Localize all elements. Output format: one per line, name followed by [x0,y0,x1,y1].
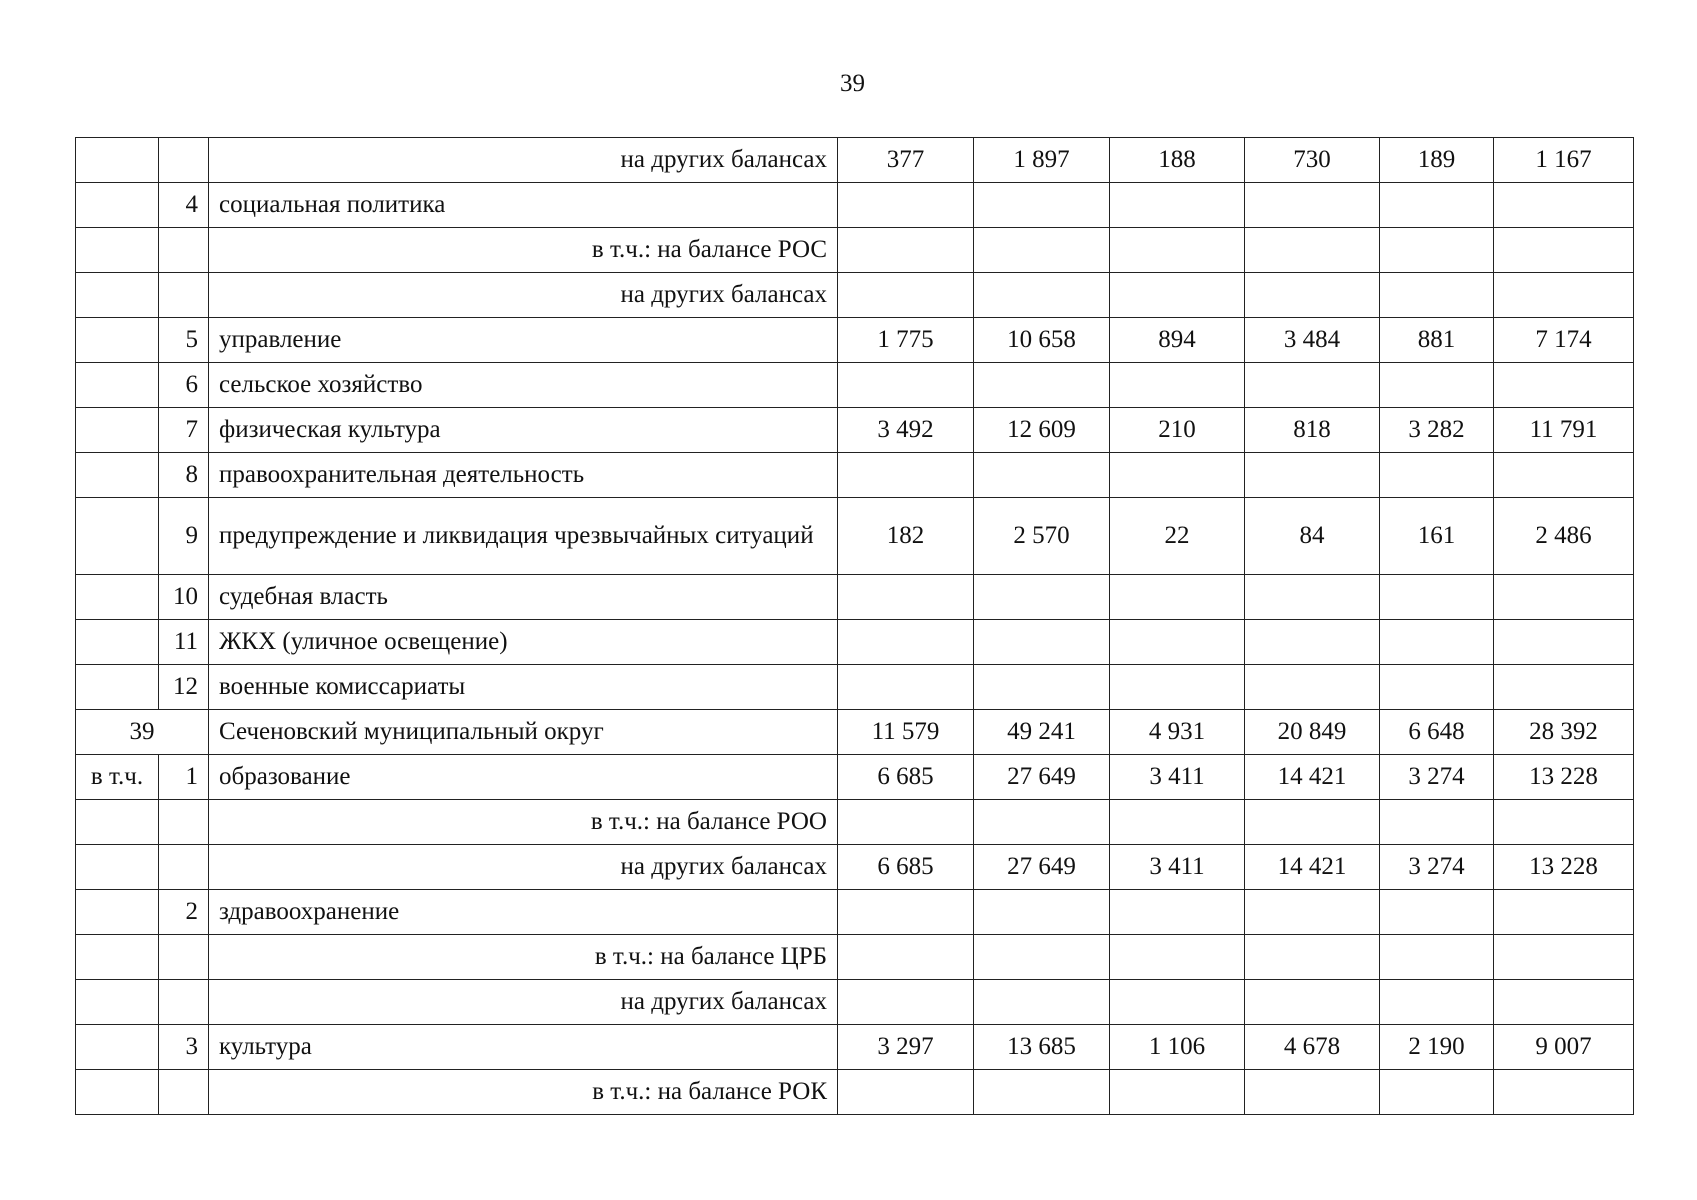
item-number-cell: 4 [159,183,209,228]
value-cell [1494,183,1634,228]
value-cell [1110,228,1245,273]
value-cell: 3 274 [1380,755,1494,800]
value-cell [838,980,974,1025]
table-body [76,138,1634,1115]
value-cell: 13 228 [1494,845,1634,890]
value-cell [974,363,1110,408]
value-cell [1494,665,1634,710]
value-cell [1110,575,1245,620]
value-cell: 3 492 [838,408,974,453]
table-row [76,755,1634,800]
table-row [76,498,1634,575]
label-cell: в т.ч.: на балансе ЦРБ [209,935,838,980]
table-row [76,710,1634,755]
value-cell [1380,273,1494,318]
label-cell: судебная власть [209,575,838,620]
value-cell [974,228,1110,273]
item-number-cell: 12 [159,665,209,710]
group-cell [76,980,159,1025]
value-cell: 20 849 [1245,710,1380,755]
value-cell [974,935,1110,980]
value-cell: 3 411 [1110,755,1245,800]
value-cell [1245,620,1380,665]
value-cell: 4 678 [1245,1025,1380,1070]
value-cell [1110,1070,1245,1115]
group-cell [76,1070,159,1115]
value-cell: 2 486 [1494,498,1634,575]
item-number-cell [159,800,209,845]
value-cell [1380,183,1494,228]
value-cell [1494,575,1634,620]
label-cell: на других балансах [209,138,838,183]
group-cell [76,273,159,318]
value-cell [1494,800,1634,845]
value-cell: 818 [1245,408,1380,453]
value-cell: 84 [1245,498,1380,575]
value-cell [1494,363,1634,408]
item-number-cell [159,1070,209,1115]
value-cell: 28 392 [1494,710,1634,755]
value-cell: 188 [1110,138,1245,183]
item-number-cell [159,980,209,1025]
group-cell [76,138,159,183]
value-cell [838,183,974,228]
value-cell [1110,363,1245,408]
value-cell [974,800,1110,845]
data-table [75,137,1634,1115]
value-cell [1380,800,1494,845]
value-cell [1380,1070,1494,1115]
value-cell [974,1070,1110,1115]
table-row [76,273,1634,318]
label-cell: правоохранительная деятельность [209,453,838,498]
table-row [76,183,1634,228]
value-cell [838,890,974,935]
value-cell: 6 685 [838,845,974,890]
item-number-cell: 9 [159,498,209,575]
item-number-cell [159,228,209,273]
value-cell: 13 228 [1494,755,1634,800]
value-cell [1110,183,1245,228]
value-cell: 27 649 [974,755,1110,800]
label-cell: управление [209,318,838,363]
value-cell [1110,800,1245,845]
group-cell [76,453,159,498]
value-cell: 11 579 [838,710,974,755]
value-cell [838,453,974,498]
value-cell: 14 421 [1245,755,1380,800]
value-cell [974,273,1110,318]
value-cell [974,453,1110,498]
value-cell: 1 775 [838,318,974,363]
value-cell: 10 658 [974,318,1110,363]
value-cell [1494,890,1634,935]
value-cell [1245,665,1380,710]
value-cell: 1 897 [974,138,1110,183]
table-row [76,800,1634,845]
item-number-cell: 1 [159,755,209,800]
value-cell: 13 685 [974,1025,1110,1070]
value-cell: 730 [1245,138,1380,183]
value-cell [1494,1070,1634,1115]
value-cell [1245,453,1380,498]
table-row [76,1025,1634,1070]
value-cell: 881 [1380,318,1494,363]
value-cell: 189 [1380,138,1494,183]
group-cell [76,575,159,620]
table-row [76,980,1634,1025]
value-cell [838,228,974,273]
value-cell [1245,890,1380,935]
value-cell [1245,800,1380,845]
value-cell: 9 007 [1494,1025,1634,1070]
group-cell: в т.ч. [76,755,159,800]
item-number-cell: 7 [159,408,209,453]
value-cell: 161 [1380,498,1494,575]
value-cell [1380,665,1494,710]
item-number-cell: 10 [159,575,209,620]
value-cell [1380,980,1494,1025]
item-number-cell: 5 [159,318,209,363]
value-cell: 11 791 [1494,408,1634,453]
value-cell [1380,575,1494,620]
value-cell [1110,890,1245,935]
value-cell [1494,980,1634,1025]
table-row [76,845,1634,890]
value-cell: 2 570 [974,498,1110,575]
table-row [76,228,1634,273]
value-cell: 27 649 [974,845,1110,890]
value-cell [1380,935,1494,980]
group-cell [76,363,159,408]
item-number-cell [159,138,209,183]
value-cell [838,935,974,980]
item-number-cell [159,845,209,890]
value-cell [1380,228,1494,273]
value-cell: 3 484 [1245,318,1380,363]
group-cell [76,498,159,575]
value-cell [838,363,974,408]
value-cell [1380,890,1494,935]
item-number-cell [159,273,209,318]
item-number-cell: 6 [159,363,209,408]
value-cell [1110,980,1245,1025]
value-cell [1245,363,1380,408]
label-cell: ЖКХ (уличное освещение) [209,620,838,665]
value-cell: 1 106 [1110,1025,1245,1070]
value-cell: 6 685 [838,755,974,800]
value-cell [1494,453,1634,498]
page-number: 39 [840,70,865,97]
value-cell: 12 609 [974,408,1110,453]
item-number-cell: 11 [159,620,209,665]
value-cell [1110,453,1245,498]
value-cell: 3 297 [838,1025,974,1070]
value-cell: 210 [1110,408,1245,453]
group-cell [76,890,159,935]
label-cell: на других балансах [209,980,838,1025]
value-cell [1380,453,1494,498]
group-cell [76,800,159,845]
label-cell: культура [209,1025,838,1070]
value-cell [1380,620,1494,665]
value-cell [1110,935,1245,980]
value-cell: 377 [838,138,974,183]
group-cell [76,845,159,890]
value-cell [838,273,974,318]
value-cell: 4 931 [1110,710,1245,755]
group-cell [76,183,159,228]
value-cell [974,575,1110,620]
table-row [76,1070,1634,1115]
value-cell: 22 [1110,498,1245,575]
value-cell [974,890,1110,935]
item-number-cell: 3 [159,1025,209,1070]
value-cell: 7 174 [1494,318,1634,363]
table-row [76,318,1634,363]
label-cell: предупреждение и ликвидация чрезвычайных ситуаций [209,498,838,575]
item-number-cell: 8 [159,453,209,498]
table-row [76,620,1634,665]
label-cell: физическая культура [209,408,838,453]
value-cell [1494,935,1634,980]
district-number-cell: 39 [76,710,209,755]
value-cell: 3 282 [1380,408,1494,453]
value-cell [1245,935,1380,980]
group-cell [76,1025,159,1070]
value-cell [1380,363,1494,408]
group-cell [76,228,159,273]
label-cell: образование [209,755,838,800]
value-cell: 894 [1110,318,1245,363]
group-cell [76,665,159,710]
table-row [76,935,1634,980]
value-cell: 6 648 [1380,710,1494,755]
label-cell: в т.ч.: на балансе РОО [209,800,838,845]
value-cell [838,1070,974,1115]
label-cell: в т.ч.: на балансе РОС [209,228,838,273]
value-cell [974,620,1110,665]
value-cell [838,620,974,665]
value-cell [838,665,974,710]
value-cell [1245,980,1380,1025]
value-cell: 14 421 [1245,845,1380,890]
value-cell [1245,1070,1380,1115]
value-cell [1245,273,1380,318]
table-row [76,408,1634,453]
group-cell [76,318,159,363]
label-cell: на других балансах [209,273,838,318]
label-cell: сельское хозяйство [209,363,838,408]
group-cell [76,620,159,665]
table-row [76,575,1634,620]
value-cell [1494,273,1634,318]
value-cell [838,575,974,620]
value-cell [974,183,1110,228]
group-cell [76,935,159,980]
value-cell: 2 190 [1380,1025,1494,1070]
label-cell: военные комиссариаты [209,665,838,710]
value-cell [974,980,1110,1025]
value-cell [1494,620,1634,665]
label-cell: социальная политика [209,183,838,228]
value-cell [1245,228,1380,273]
table-row [76,890,1634,935]
value-cell [1110,665,1245,710]
table-row [76,138,1634,183]
label-cell: в т.ч.: на балансе РОК [209,1070,838,1115]
table-row [76,453,1634,498]
value-cell: 49 241 [974,710,1110,755]
group-cell [76,408,159,453]
value-cell: 3 411 [1110,845,1245,890]
label-cell: Сеченовский муниципальный округ [209,710,838,755]
item-number-cell [159,935,209,980]
value-cell: 3 274 [1380,845,1494,890]
value-cell [1110,273,1245,318]
table-row [76,363,1634,408]
value-cell [1245,575,1380,620]
value-cell [1494,228,1634,273]
value-cell [1110,620,1245,665]
label-cell: на других балансах [209,845,838,890]
value-cell: 182 [838,498,974,575]
value-cell [1245,183,1380,228]
label-cell: здравоохранение [209,890,838,935]
value-cell: 1 167 [1494,138,1634,183]
value-cell [974,665,1110,710]
table-row [76,665,1634,710]
value-cell [838,800,974,845]
item-number-cell: 2 [159,890,209,935]
